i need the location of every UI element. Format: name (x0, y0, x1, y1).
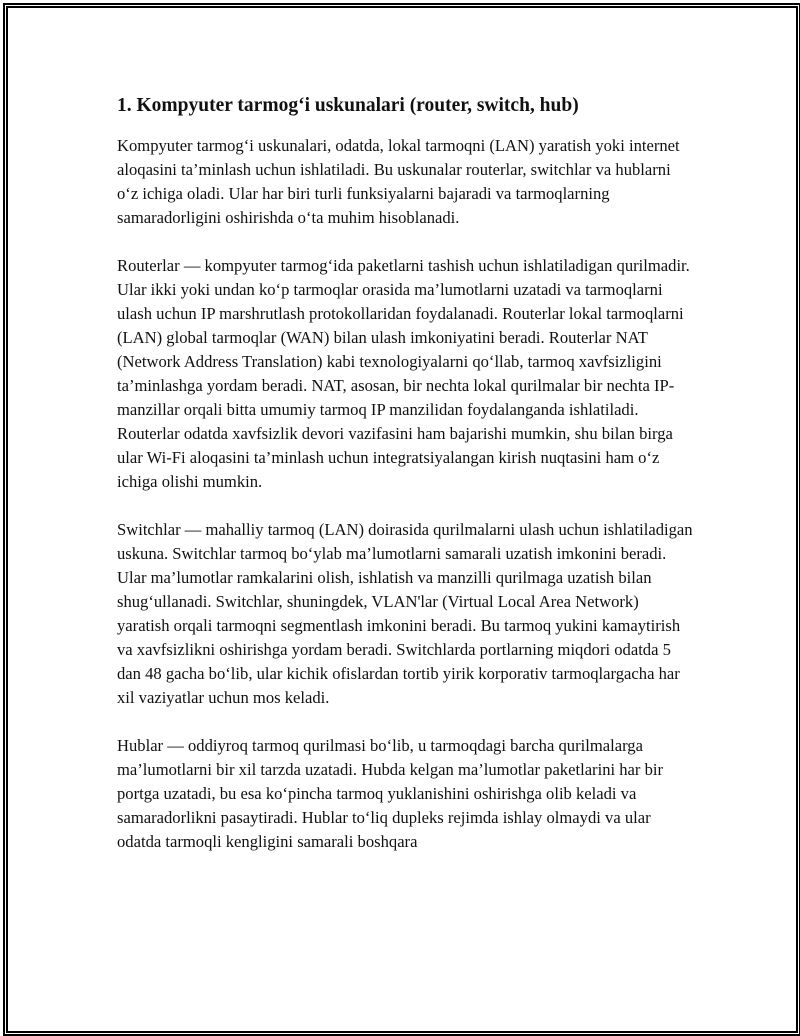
paragraph-switches: Switchlar — mahalliy tarmoq (LAN) doirasida qurilmalarni ulash uchun ishlatiladigan uskuna. Switchlar tarmoq bo‘ylab ma’lumotlarni samarali uzatish imkonini beradi. Ular ma’lumotlar ramkalarini olish, ishlatish va manzilli qurilmaga uzatish bilan shug‘ullanadi. Switchlar, shuningdek, VLAN'lar (Virtual Local Area Network) yaratish orqali tarmoqni segmentlash imkonini beradi. Bu tarmoq yukini kamaytirish va xavfsizlikni oshirishga yordam beradi. Switchlarda portlarning miqdori odatda 5 dan 48 gacha bo‘lib, ular kichik ofislardan tortib yirik korporativ tarmoqlargacha har xil vaziyatlar uchun mos keladi. (117, 520, 693, 707)
section-heading: 1. Kompyuter tarmog‘i uskunalari (router, switch, hub) (117, 95, 579, 116)
document-body (117, 92, 693, 878)
paragraph-hubs: Hublar — oddiyroq tarmoq qurilmasi bo‘lib, u tarmoqdagi barcha qurilmalarga ma’lumotlarni bir xil tarzda uzatadi. Hubda kelgan ma’lumotlar paketlarini har bir portga uzatadi, bu esa ko‘pincha tarmoq yuklanishini oshirishga olib keladi va samaradorlikni pasaytiradi. Hublar to‘liq dupleks rejimda ishlay olmaydi va ular odatda tarmoqli kengligini samarali boshqara (117, 736, 664, 851)
paragraph-intro: Kompyuter tarmog‘i uskunalari, odatda, lokal tarmoqni (LAN) yaratish yoki internet aloqasini ta’minlash uchun ishlatiladi. Bu uskunalar routerlar, switchlar va hublarni o‘z ichiga oladi. Ular har biri turli funksiyalarni bajaradi va tarmoqlarning samaradorligini oshirishda o‘ta muhim hisoblanadi. (117, 136, 680, 227)
paragraph-routers: Routerlar — kompyuter tarmog‘ida paketlarni tashish uchun ishlatiladigan qurilmadir. Ular ikki yoki undan ko‘p tarmoqlar orasida ma’lumotlarni uzatadi va tarmoqlarni ulash uchun IP marshrutlash protokollaridan foydalanadi. Routerlar lokal tarmoqlarni (LAN) global tarmoqlar (WAN) bilan ulash imkoniyatini beradi. Routerlar NAT (Network Address Translation) kabi texnologiyalarni qo‘llab, tarmoq xavfsizligini ta’minlashga yordam beradi. NAT, asosan, bir nechta lokal qurilmalar bir nechta IP-manzillar orqali bitta umumiy tarmoq IP manzilidan foydalanganda ishlatiladi. Routerlar odatda xavfsizlik devori vazifasini ham bajarishi mumkin, shu bilan birga ular Wi-Fi aloqasini ta’minlash uchun integratsiyalangan kirish nuqtasini ham o‘z ichiga olishi mumkin. (117, 256, 690, 491)
